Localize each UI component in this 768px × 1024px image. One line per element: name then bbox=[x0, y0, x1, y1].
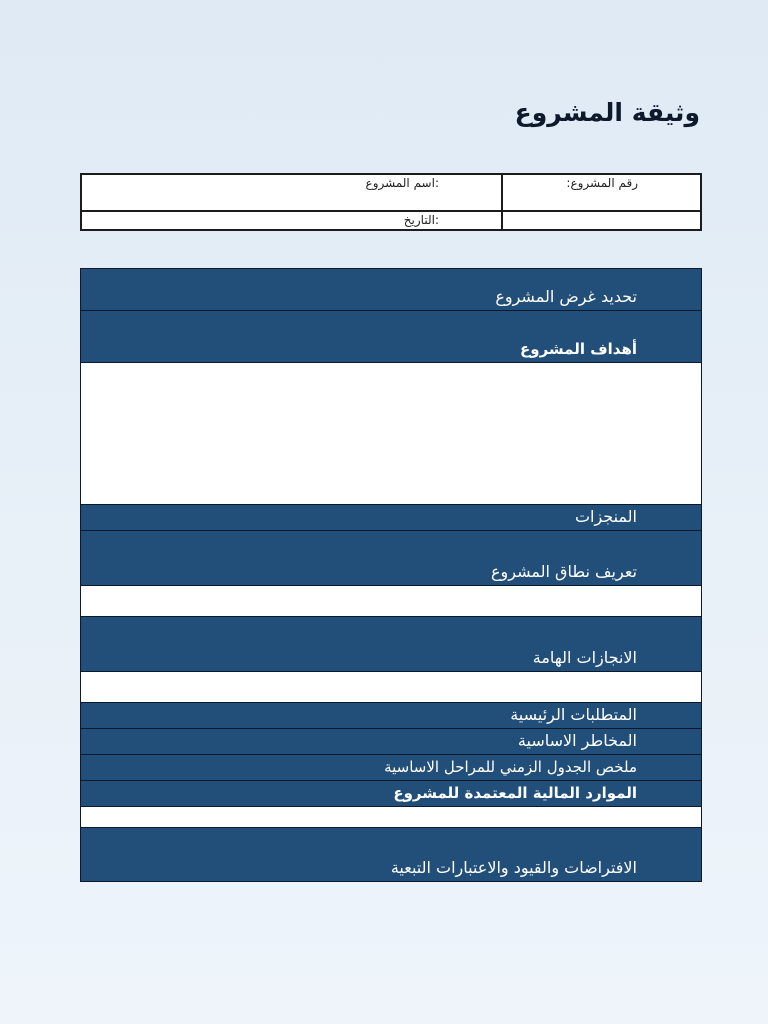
date-label: :التاريخ bbox=[403, 213, 439, 227]
section-assumptions: الافتراضات والقيود والاعتبارات التبعية bbox=[81, 828, 702, 882]
section-purpose: تحديد غرض المشروع bbox=[81, 269, 702, 311]
scope-content-area[interactable] bbox=[81, 586, 702, 617]
section-risks: المخاطر الاساسية bbox=[81, 729, 702, 755]
project-info-table bbox=[80, 173, 702, 231]
document-title: وثيقة المشروع bbox=[514, 98, 700, 127]
project-number-cell[interactable] bbox=[502, 174, 701, 211]
section-budget: الموارد المالية المعتمدة للمشروع bbox=[81, 781, 702, 807]
section-objectives: أهداف المشروع bbox=[81, 311, 702, 363]
project-number-label: رقم المشروع: bbox=[566, 176, 638, 190]
project-name-label: :اسم المشروع bbox=[365, 176, 439, 190]
section-milestones: الانجازات الهامة bbox=[81, 617, 702, 672]
objectives-content-area[interactable] bbox=[81, 363, 702, 505]
empty-cell[interactable] bbox=[502, 211, 701, 230]
project-name-cell[interactable] bbox=[81, 174, 502, 211]
section-deliverables: المنجزات bbox=[81, 505, 702, 531]
section-schedule: ملخص الجدول الزمني للمراحل الاساسية bbox=[81, 755, 702, 781]
section-scope: تعريف نطاق المشروع bbox=[81, 531, 702, 586]
budget-content-area[interactable] bbox=[81, 807, 702, 828]
section-requirements: المتطلبات الرئيسية bbox=[81, 703, 702, 729]
date-cell[interactable] bbox=[81, 211, 502, 230]
milestones-content-area[interactable] bbox=[81, 672, 702, 703]
sections-table bbox=[80, 268, 702, 882]
